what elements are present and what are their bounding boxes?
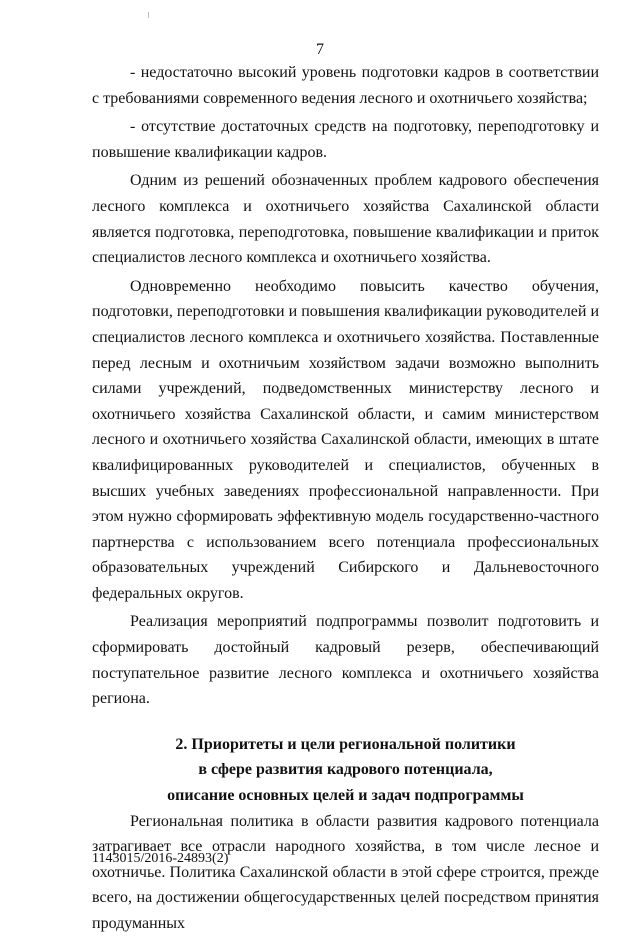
section-heading-line-2: в сфере развития кадрового потенциала, xyxy=(198,761,493,779)
paragraph-solution: Одним из решений обозначенных проблем кадрового обеспечения лесного комплекса и охотничьего хозяйства Сахалинской области является подготовка, переподготовка, повышение квалификации и приток специалистов лесного комплекса и охотничьего хозяйства. xyxy=(92,172,599,267)
section-heading xyxy=(92,732,599,809)
bullet-paragraph-funding: - отсутствие достаточных средств на подготовку, переподготовку и повышение квалификации кадров. xyxy=(92,118,599,161)
section-heading-line-1: 2. Приоритеты и цели региональной политики xyxy=(175,735,516,753)
document-footer-code: 1143015/2016-24893(2) xyxy=(92,851,229,866)
paragraph-regional-policy: Региональная политика в области развития кадрового потенциала затрагивает все отрасли народного хозяйства, в том числе лесное и охотничье. Политика Сахалинской области в этой сфере строится, прежде всего, на достижении общегосударственных целей посредством принятия продуманных xyxy=(92,812,599,932)
scan-speck xyxy=(148,12,149,18)
paragraph-training-quality: Одновременно необходимо повысить качество обучения, подготовки, переподготовки и повышения квалификации руководителей и специалистов лесного комплекса и охотничьего хозяйства. Поставленные перед лесным и охотничьим хозяйством задачи возможно выполнить силами учреждений, подведомственных министерству лесного и охотничьего хозяйства Сахалинской области, и самим министерством лесного и охотничьего хозяйства Сахалинской области, имеющих в штате квалифицированных руководителей и специалистов, обученных в высших учебных заведениях профессиональной направленности. При этом нужно сформировать эффективную модель государственно-частного партнерства с использованием всего потенциала профессиональных образовательных учреждений Сибирского и Дальневосточного федеральных округов. xyxy=(92,277,599,602)
section-heading-line-3: описание основных целей и задач подпрограммы xyxy=(167,787,524,805)
bullet-paragraph-training-level: - недостаточно высокий уровень подготовки кадров в соответствии с требованиями современного ведения лесного и охотничьего хозяйства; xyxy=(92,64,599,107)
document-body xyxy=(92,60,599,937)
page-number: 7 xyxy=(316,41,324,58)
paragraph-implementation: Реализация мероприятий подпрограммы позволит подготовить и сформировать достойный кадровый резерв, обеспечивающий поступательное развитие лесного комплекса и охотничьего хозяйства региона. xyxy=(92,613,599,708)
